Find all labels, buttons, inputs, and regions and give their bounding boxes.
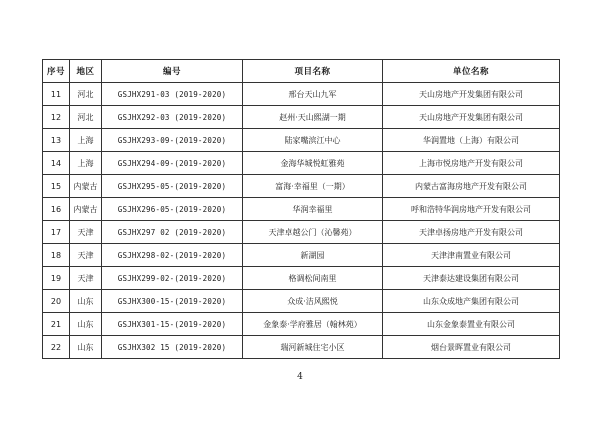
- cell-code: GSJHX300-15-(2019-2020): [102, 290, 243, 313]
- cell-code: GSJHX297 02 (2019-2020): [102, 221, 243, 244]
- cell-project: 瑞河新城住宅小区: [243, 336, 383, 359]
- cell-code: GSJHX294-09-(2019-2020): [102, 152, 243, 175]
- table-row: [43, 198, 560, 221]
- cell-region: 内蒙古: [70, 175, 102, 198]
- table-header-row: [43, 60, 560, 83]
- cell-project: 格调松间南里: [243, 267, 383, 290]
- cell-org: 上海市悦房地产开发有限公司: [383, 152, 560, 175]
- project-table: [42, 59, 560, 359]
- cell-project: 金象泰·学府雅居（翰林苑）: [243, 313, 383, 336]
- cell-code: GSJHX295-05-(2019-2020): [102, 175, 243, 198]
- header-code: 编号: [102, 60, 243, 83]
- cell-code: GSJHX292-03 (2019-2020): [102, 106, 243, 129]
- cell-project: 陆家嘴滨江中心: [243, 129, 383, 152]
- cell-no: 15: [43, 175, 70, 198]
- cell-org: 山东金象泰置业有限公司: [383, 313, 560, 336]
- table-row: [43, 267, 560, 290]
- cell-org: 山东众成地产集团有限公司: [383, 290, 560, 313]
- cell-org: 华润置地（上海）有限公司: [383, 129, 560, 152]
- cell-region: 上海: [70, 129, 102, 152]
- cell-project: 富海·幸福里（一期）: [243, 175, 383, 198]
- table-row: [43, 290, 560, 313]
- cell-no: 12: [43, 106, 70, 129]
- cell-project: 新湖园: [243, 244, 383, 267]
- cell-code: GSJHX291-03 (2019-2020): [102, 83, 243, 106]
- cell-no: 20: [43, 290, 70, 313]
- table-row: [43, 129, 560, 152]
- cell-project: 邢台天山九军: [243, 83, 383, 106]
- cell-no: 14: [43, 152, 70, 175]
- table-row: [43, 175, 560, 198]
- cell-code: GSJHX296-05-(2019-2020): [102, 198, 243, 221]
- cell-code: GSJHX298-02-(2019-2020): [102, 244, 243, 267]
- cell-region: 河北: [70, 106, 102, 129]
- cell-project: 华润幸福里: [243, 198, 383, 221]
- cell-org: 天山房地产开发集团有限公司: [383, 106, 560, 129]
- cell-org: 天津卓扬房地产开发有限公司: [383, 221, 560, 244]
- table-row: [43, 106, 560, 129]
- cell-org: 天津津南置业有限公司: [383, 244, 560, 267]
- cell-project: 赵州·天山熙湖一期: [243, 106, 383, 129]
- cell-org: 天山房地产开发集团有限公司: [383, 83, 560, 106]
- cell-org: 呼和浩特华润房地产开发有限公司: [383, 198, 560, 221]
- cell-region: 山东: [70, 336, 102, 359]
- table-row: [43, 313, 560, 336]
- cell-region: 天津: [70, 267, 102, 290]
- cell-region: 天津: [70, 221, 102, 244]
- table-body: [43, 83, 560, 359]
- cell-no: 13: [43, 129, 70, 152]
- table-row: [43, 336, 560, 359]
- cell-region: 山东: [70, 290, 102, 313]
- cell-region: 上海: [70, 152, 102, 175]
- cell-code: GSJHX302 15 (2019-2020): [102, 336, 243, 359]
- table-row: [43, 152, 560, 175]
- cell-no: 22: [43, 336, 70, 359]
- cell-org: 内蒙古富海房地产开发有限公司: [383, 175, 560, 198]
- cell-project: 金海华城悦虹雅苑: [243, 152, 383, 175]
- cell-org: 天津泰达建设集团有限公司: [383, 267, 560, 290]
- header-org: 单位名称: [383, 60, 560, 83]
- cell-no: 17: [43, 221, 70, 244]
- cell-code: GSJHX299-02-(2019-2020): [102, 267, 243, 290]
- cell-code: GSJHX301-15-(2019-2020): [102, 313, 243, 336]
- table-row: [43, 221, 560, 244]
- header-region: 地区: [70, 60, 102, 83]
- table-row: [43, 244, 560, 267]
- cell-org: 烟台景晖置业有限公司: [383, 336, 560, 359]
- header-project: 项目名称: [243, 60, 383, 83]
- cell-region: 内蒙古: [70, 198, 102, 221]
- cell-no: 16: [43, 198, 70, 221]
- cell-no: 19: [43, 267, 70, 290]
- cell-no: 18: [43, 244, 70, 267]
- cell-region: 山东: [70, 313, 102, 336]
- cell-no: 11: [43, 83, 70, 106]
- cell-project: 天津卓越公门（沁馨苑）: [243, 221, 383, 244]
- table-row: [43, 83, 560, 106]
- page-number: 4: [297, 372, 303, 382]
- cell-project: 众成·洁风熙悦: [243, 290, 383, 313]
- header-no: 序号: [43, 60, 70, 83]
- cell-no: 21: [43, 313, 70, 336]
- cell-code: GSJHX293-09-(2019-2020): [102, 129, 243, 152]
- cell-region: 天津: [70, 244, 102, 267]
- cell-region: 河北: [70, 83, 102, 106]
